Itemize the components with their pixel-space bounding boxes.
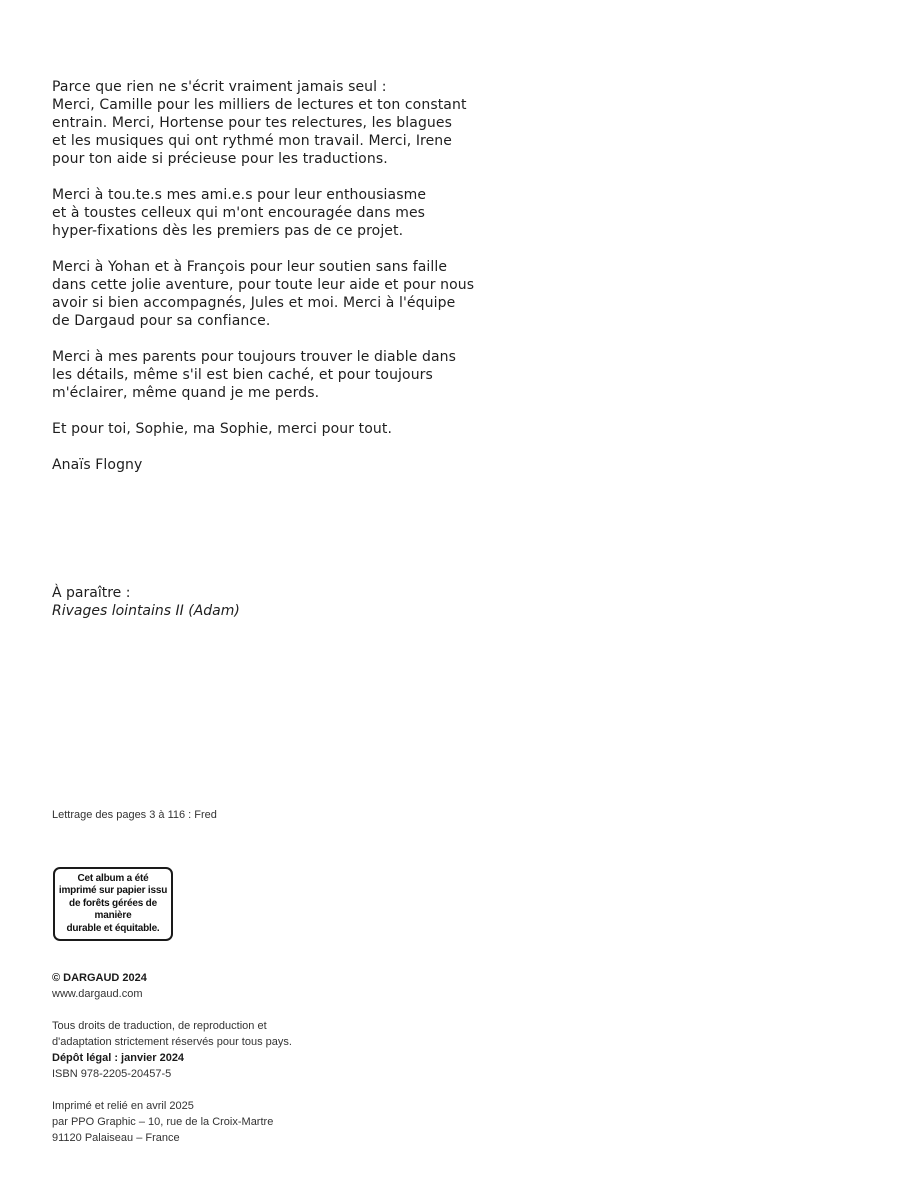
eco-line: Cet album a été <box>77 872 149 884</box>
acknowledgements <box>52 78 475 492</box>
ack-line: pour ton aide si précieuse pour les traductions. <box>52 151 388 167</box>
legal-notice <box>52 970 292 1162</box>
isbn: ISBN 978-2205-20457-5 <box>52 1068 172 1080</box>
ack-line: Merci à mes parents pour toujours trouver le diable dans <box>52 349 456 365</box>
printer-block <box>52 1098 292 1146</box>
ack-line: les détails, même s'il est bien caché, et pour toujours <box>52 367 433 383</box>
upcoming-label: À paraître : <box>52 585 131 601</box>
ack-line: Merci à Yohan et à François pour leur soutien sans faille <box>52 259 448 275</box>
rights-line: Tous droits de traduction, de reproduction et <box>52 1020 267 1032</box>
ack-line: Et pour toi, Sophie, ma Sophie, merci pour tout. <box>52 421 392 437</box>
ack-line: avoir si bien accompagnés, Jules et moi. Merci à l'équipe <box>52 295 456 311</box>
publisher-block <box>52 970 292 1002</box>
printer-line: 91120 Palaiseau – France <box>52 1132 180 1144</box>
publisher-website: www.dargaud.com <box>52 988 143 1000</box>
ack-paragraph-3 <box>52 258 475 330</box>
ack-paragraph-2 <box>52 186 472 240</box>
eco-line: manière <box>94 910 132 922</box>
ack-line: dans cette jolie aventure, pour toute leur aide et pour nous <box>52 277 475 293</box>
ack-paragraph-5 <box>52 420 472 438</box>
ack-line: m'éclairer, même quand je me perds. <box>52 385 320 401</box>
rights-line: d'adaptation strictement réservés pour tous pays. <box>52 1036 292 1048</box>
ack-line: de Dargaud pour sa confiance. <box>52 313 271 329</box>
eco-paper-text <box>59 873 167 936</box>
eco-line: imprimé sur papier issu <box>58 885 168 897</box>
eco-paper-label <box>53 867 173 941</box>
ack-line: et les musiques qui ont rythmé mon travail. Merci, Irene <box>52 133 452 149</box>
lettering-credit: Lettrage des pages 3 à 116 : Fred <box>52 809 217 821</box>
printer-line: par PPO Graphic – 10, rue de la Croix-Martre <box>52 1116 274 1128</box>
upcoming-book-title: Rivages lointains II (Adam) <box>52 603 240 619</box>
eco-line: durable et équitable. <box>66 922 160 934</box>
ack-line: Merci à tou.te.s mes ami.e.s pour leur enthousiasme <box>52 187 427 203</box>
rights-block <box>52 1018 292 1082</box>
ack-line: Merci, Camille pour les milliers de lectures et ton constant <box>52 97 467 113</box>
ack-line: et à toustes celleux qui m'ont encouragée dans mes <box>52 205 426 221</box>
ack-line: hyper-fixations dès les premiers pas de ce projet. <box>52 223 404 239</box>
ack-paragraph-1 <box>52 78 472 168</box>
ack-line: entrain. Merci, Hortense pour tes relectures, les blagues <box>52 115 453 131</box>
upcoming-title-notice <box>52 584 240 620</box>
legal-deposit: Dépôt légal : janvier 2024 <box>52 1052 185 1064</box>
ack-paragraph-4 <box>52 348 472 402</box>
copyright: © DARGAUD 2024 <box>52 972 147 984</box>
eco-line: de forêts gérées de <box>69 897 157 909</box>
printer-line: Imprimé et relié en avril 2025 <box>52 1100 194 1112</box>
author-signature: Anaïs Flogny <box>52 457 143 473</box>
ack-line: Parce que rien ne s'écrit vraiment jamais seul : <box>52 79 387 95</box>
